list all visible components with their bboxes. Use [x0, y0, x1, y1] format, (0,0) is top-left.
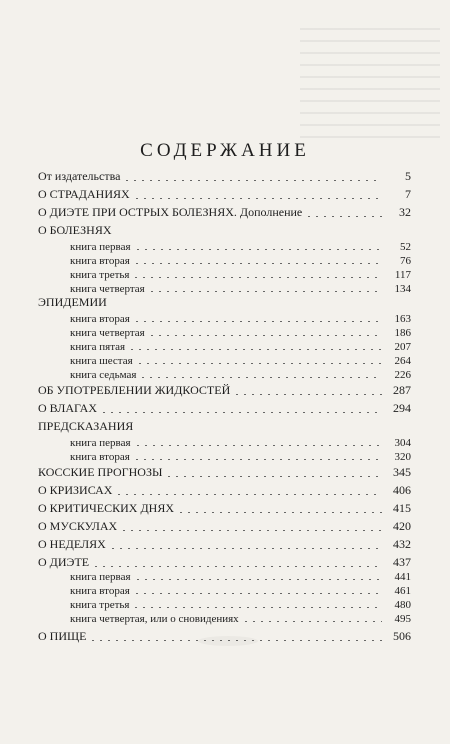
toc-entry — [38, 555, 411, 570]
toc-page-number: 32 — [382, 205, 411, 220]
toc-subentry — [38, 284, 411, 295]
toc-entry-label: О МУСКУЛАХ — [38, 519, 120, 534]
toc-subentry — [38, 600, 411, 611]
dot-leader — [305, 216, 382, 217]
dot-leader — [177, 512, 382, 513]
toc-page-number: 186 — [382, 327, 411, 339]
dot-leader — [115, 494, 382, 495]
toc-page-number: 320 — [382, 451, 411, 463]
toc-page-number: 415 — [382, 501, 411, 516]
toc-entry-label: книга вторая — [70, 451, 133, 463]
dot-leader — [109, 548, 382, 549]
toc-subentry — [38, 314, 411, 325]
toc-page-number: 76 — [382, 255, 411, 267]
dot-leader — [133, 263, 382, 264]
dot-leader — [132, 607, 382, 608]
toc-entry-label: книга вторая — [70, 585, 133, 597]
toc-entry-label: книга вторая — [70, 313, 133, 325]
toc-entry — [38, 483, 411, 498]
toc-entry — [38, 295, 411, 310]
toc-subentry — [38, 256, 411, 267]
dot-leader — [242, 621, 382, 622]
toc-page-number: 506 — [382, 629, 411, 644]
toc-entry — [38, 519, 411, 534]
toc-entry — [38, 205, 411, 220]
toc-entry — [38, 187, 411, 202]
dot-leader — [139, 377, 382, 378]
dot-leader — [233, 394, 382, 395]
dot-leader — [133, 593, 382, 594]
toc-entry — [38, 537, 411, 552]
dot-leader — [132, 277, 382, 278]
toc-entry-label: книга первая — [70, 437, 134, 449]
toc-entry-label: книга третья — [70, 599, 132, 611]
dot-leader — [128, 349, 382, 350]
toc-page-number: 406 — [382, 483, 411, 498]
toc-entry-label: книга четвертая, или о сновидениях — [70, 613, 242, 625]
toc-page-number: 226 — [382, 369, 411, 381]
toc-entry-label: книга вторая — [70, 255, 133, 267]
dot-leader — [136, 363, 382, 364]
toc-page-number: 461 — [382, 585, 411, 597]
toc-entry-label: О КРИТИЧЕСКИХ ДНЯХ — [38, 501, 177, 516]
toc-entry-label: книга четвертая — [70, 327, 148, 339]
toc-entry-label: О КРИЗИСАХ — [38, 483, 115, 498]
toc-entry — [38, 401, 411, 416]
toc-entry — [38, 223, 411, 238]
toc-page-number: 345 — [382, 465, 411, 480]
toc-entry-label: От издательства — [38, 169, 123, 184]
toc-entry-label: книга шестая — [70, 355, 136, 367]
toc-entry-label: книга седьмая — [70, 369, 139, 381]
toc-entry — [38, 419, 411, 434]
dot-leader — [148, 335, 382, 336]
toc-entry-label: ЭПИДЕМИИ — [38, 295, 110, 310]
toc-page-number: 441 — [382, 571, 411, 583]
page-title: СОДЕРЖАНИЕ — [140, 140, 310, 161]
toc-page-number: 163 — [382, 313, 411, 325]
toc-page-number: 480 — [382, 599, 411, 611]
toc-page-number: 264 — [382, 355, 411, 367]
toc-subentry — [38, 242, 411, 253]
toc-page-number: 117 — [382, 269, 411, 281]
toc-subentry — [38, 586, 411, 597]
dot-leader — [133, 321, 382, 322]
dot-leader — [165, 476, 382, 477]
toc-page-number: 207 — [382, 341, 411, 353]
toc-entry-label: О СТРАДАНИЯХ — [38, 187, 133, 202]
toc-subentry — [38, 270, 411, 281]
toc-subentry — [38, 572, 411, 583]
toc-page-number: 52 — [382, 241, 411, 253]
toc-page-number: 495 — [382, 613, 411, 625]
dot-leader — [120, 530, 382, 531]
toc-entry-label: ПРЕДСКАЗАНИЯ — [38, 419, 136, 434]
toc-subentry — [38, 328, 411, 339]
toc-page-number: 437 — [382, 555, 411, 570]
toc-entry-label: О ДИЭТЕ ПРИ ОСТРЫХ БОЛЕЗНЯХ. Дополнение — [38, 205, 305, 220]
toc-entry-label: книга пятая — [70, 341, 128, 353]
dot-leader — [134, 579, 382, 580]
dot-leader — [100, 412, 382, 413]
toc-entry-label: ОБ УПОТРЕБЛЕНИИ ЖИДКОСТЕЙ — [38, 383, 233, 398]
dot-leader — [92, 566, 382, 567]
toc-entry-label: О БОЛЕЗНЯХ — [38, 223, 115, 238]
toc-entry-label: О НЕДЕЛЯХ — [38, 537, 109, 552]
toc-page-number: 304 — [382, 437, 411, 449]
toc-entry-label: книга первая — [70, 571, 134, 583]
toc-page-number: 7 — [382, 187, 411, 202]
toc-subentry — [38, 342, 411, 353]
toc-subentry — [38, 370, 411, 381]
toc-page-number: 294 — [382, 401, 411, 416]
toc-entry — [38, 169, 411, 184]
toc-subentry — [38, 356, 411, 367]
toc-page-number: 287 — [382, 383, 411, 398]
toc-entry-label: книга четвертая — [70, 283, 148, 295]
toc-entry-label: книга первая — [70, 241, 134, 253]
toc-entry — [38, 465, 411, 480]
toc-entry — [38, 383, 411, 398]
toc-entry-label: О ДИЭТЕ — [38, 555, 92, 570]
toc-subentry — [38, 614, 411, 625]
paper-smudge — [198, 636, 258, 646]
toc-page-number: 5 — [382, 169, 411, 184]
toc-page-number: 420 — [382, 519, 411, 534]
toc-subentry — [38, 438, 411, 449]
toc-entry-label: КОССКИЕ ПРОГНОЗЫ — [38, 465, 165, 480]
toc-entry-label: О ВЛАГАХ — [38, 401, 100, 416]
toc-subentry — [38, 452, 411, 463]
dot-leader — [148, 291, 382, 292]
toc-entry — [38, 501, 411, 516]
toc-page-number: 134 — [382, 283, 411, 295]
show-through-text — [300, 28, 440, 148]
dot-leader — [133, 459, 382, 460]
dot-leader — [133, 198, 382, 199]
dot-leader — [134, 249, 382, 250]
dot-leader — [123, 180, 382, 181]
toc-entry-label: О ПИЩЕ — [38, 629, 89, 644]
toc-page-number: 432 — [382, 537, 411, 552]
toc-entry-label: книга третья — [70, 269, 132, 281]
dot-leader — [134, 445, 382, 446]
